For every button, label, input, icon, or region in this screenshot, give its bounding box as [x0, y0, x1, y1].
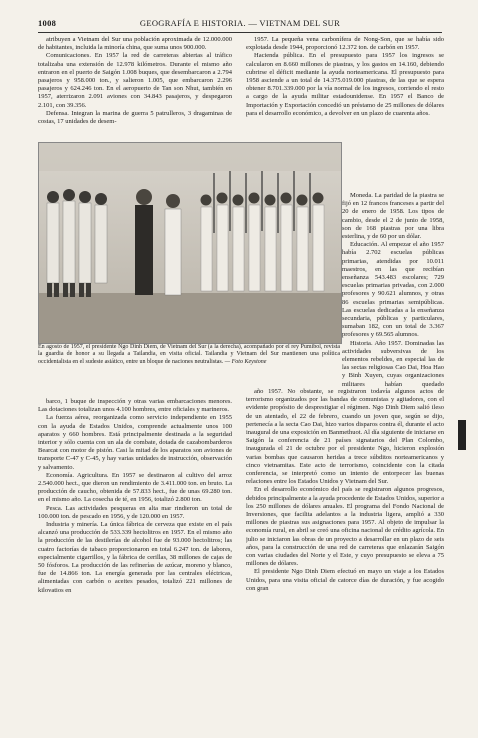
paragraph: Defensa. Integran la marina de guerra 5 patrulleros, 3 dragaminas de costas, 17 unidades de desem- [38, 109, 232, 126]
right-column-bottom [246, 388, 444, 710]
paragraph: Industria y minería. La única fábrica de cerveza que existe en el país alcanzó una producción de 533.339 hectolitros en 1957. En el mismo año la producción de las destilerías de alcohol fue de 93.000 hectolitros; las cuatro factorías de tabaco proporcionaron en total 6.247 ton. de labores, especialmente cigarrillos, y la fábrica de cerillas, 38 millones de cajas de 50 fósforos. La producción de las refinerías de azúcar, moreno y blanco, fue de 14.866 ton. La energía generada por las centrales eléctricas, alimentadas con carbón o aceites pesados, totalizó 221 millones de kilovatios en [38, 521, 232, 594]
paragraph: La fuerza aérea, reorganizada como servicio independiente en 1955 con la ayuda de Estados Unidos, comprende actualmente unos 100 aparatos y 660 hombres. Está principalmente destinada a la seguridad interior y sólo cuenta con un ala de combate, dotada de cazabombarderos Bearcat con motor de pistón. Casi la mitad de los aparatos son aviones de transporte C-47 y C-45, y hay varias unidades de instrucción, observación y salvamento. [38, 414, 232, 471]
right-column-narrow [342, 192, 444, 388]
paragraph: Hacienda pública. En el presupuesto para 1957 los ingresos se calcularon en 8.660 millones de piastras, y los gastos en 14.160, debiendo cubrirse el déficit mediante la ayuda norteamericana. El presupuesto para 1958 asciende a un total de 14.375.019.000 piastras, de las que se espera obtener 8.701.339.000 por la vía normal de los ingresos, corriendo el resto a cargo de la ayuda militar estadounidense. En 1957 el Banco de Importación y Exportación concedió un préstamo de 25 millones de dólares para el desarrollo económico, a devolver en un plazo de cuarenta años. [246, 52, 444, 117]
header-rule [38, 32, 442, 33]
paragraph: En el desarrollo económico del país se registraron algunos progresos, debidos principalmente a la ayuda procedente de Estados Unidos, superior a los 250 millones de dólares anuales. El programa del Fondo Nacional de Inversiones, que facilita adelantos a la industria ligera, amplió a 330 millones de piastras sus asignaciones para 1957. Al objeto de impulsar la economía rural, en abril se creó una oficina nacional de crédito agrícola. En julio se iniciaron las obras de un proyecto a desarrollar en un plazo de seis años, para la construcción de una red de carreteras que enlazarán Saigón con varias ciudades del Norte y el Este, y cuyo presupuesto se eleva a 75 millones de dólares. [246, 486, 444, 568]
thumb-index-mark [458, 420, 466, 450]
paragraph: Pesca. Las actividades pesqueras en alta mar rindieron un total de 100.000 ton. de pescado en 1956, y de 120.000 en 1957. [38, 504, 232, 520]
paragraph: El presidente Ngo Dinh Diem efectuó en mayo un viaje a los Estados Unidos, para una visita oficial de catorce días de duración, y fue acogido con gran [246, 568, 444, 592]
right-column-top [246, 36, 444, 192]
paragraph: Economía. Agricultura. En 1957 se destinaron al cultivo del arroz 2.540.000 hect., que dieron un rendimiento de 3.411.000 ton. en bruto. La producción de caucho, obtenida de 57.833 hect., fue de unas 69.280 ton. en el mismo año. La cosecha de té, en 1956, totalizó 2.800 ton. [38, 471, 232, 504]
left-column-lower [38, 398, 232, 710]
photo-credit: — Foto Keystone [224, 358, 267, 365]
page-number: 1008 [38, 18, 57, 28]
paragraph: atribuyen a Vietnam del Sur una población aproximada de 12.000.000 de habitantes, incluida la minoría china, que suma unos 900.000. [38, 36, 232, 52]
paragraph: Educación. Al empezar el año 1957 había 2.702 escuelas públicas primarias, atendidas por 10.011 maestros, en las que recibían enseñanza 543.483 escolares; 729 escuelas primarias privadas, con 2.000 profesores y 90.621 alumnos, y otras 86 escuelas primarias semipúblicas. Las escuelas dedicadas a la enseñanza secundaria, públicas y particulares, sumaban 182, con un total de 3.367 profesores y 69.565 alumnos. [342, 241, 444, 339]
left-column-top [38, 36, 232, 140]
paragraph: Moneda. La paridad de la piastra se fijó en 12 francos franceses a partir del 20 de enero de 1958. Los tipos de cambio, desde el 2 de junio de 1958, son de 168 piastras por una libra esterlina, y de 60 por un dólar. [342, 192, 444, 241]
paragraph: barco, 1 buque de inspección y otras varias embarcaciones menores. Las dotaciones totalizan unos 4.100 hombres, entre oficiales y marineros. [38, 398, 232, 414]
running-title: GEOGRAFÍA E HISTORIA. — VIETNAM DEL SUR [139, 18, 341, 28]
paragraph: año 1957. No obstante, se registraron todavía algunos actos de terrorismo organizados por las bandas de comunistas y agitadores, con el evidente propósito de desprestigiar el régimen. Ngo Dinh Diem salió ileso de un atentado, el 22 de febrero, cuando un joven que, según se dijo, pertenecía a la secta Cao Dai, hizo varios disparos contra él, durante el acto inaugural de una exposición en Banmethuot. Al día siguiente de iniciarse en Saigón la conferencia de 21 países signatarios del Plan Colombo, inaugurada el 21 de octubre por el presidente Ngo, hicieron explosión varias bombas que causaron heridas a trece súbditos norteamericanos y cinco vietnamitas. Este acto de terrorismo, coincidente con la citada conferencia, se interpretó como un intento de entorpecer las buenas relaciones entre los Estados Unidos y Vietnam del Sur. [246, 388, 444, 486]
paragraph: Historia. Año 1957. Dominadas las actividades subversivas de los elementos rebeldes, en especial las de las sectas religiosas Cao Dai, Hoa Hao y Binh Xuyen, cuyas organizaciones militares habían quedado [342, 339, 444, 388]
page-header [38, 18, 442, 32]
paragraph: Comunicaciones. En 1957 la red de carreteras abiertas al tráfico totalizaba una extensión de 12.978 kilómetros. Durante el mismo año entraron en el puerto de Saigón 1.008 buques, que desembarcaron a 2.794 pasajeros y 958.000 ton., y salieron 1.005, que embarcaron 2.296 pasajeros y 624.246 ton. En el aeropuerto de Tan son Nhut, también en 1957, aterrizaron 2.091 aviones con 34.843 pasajeros, y despegaron 2.101, con 39.356. [38, 52, 232, 109]
caption-text: En agosto de 1957, el presidente Ngo Dinh Diem, de Vietnam del Sur (a la derecha), acompañado por el rey Pumibol, revista la guardia de honor a su llegada a Tailandia, en visita oficial. Tailandia y Vietnam del Sur mantienen una política occidentalista en el sudeste asiático, entre un bloque de naciones neutralistas. [38, 344, 340, 365]
paragraph: 1957. La pequeña vena carbonífera de Nong-Son, que se había sido explotada desde 1944, proporcionó 12.372 ton. de carbón en 1957. [246, 36, 444, 52]
